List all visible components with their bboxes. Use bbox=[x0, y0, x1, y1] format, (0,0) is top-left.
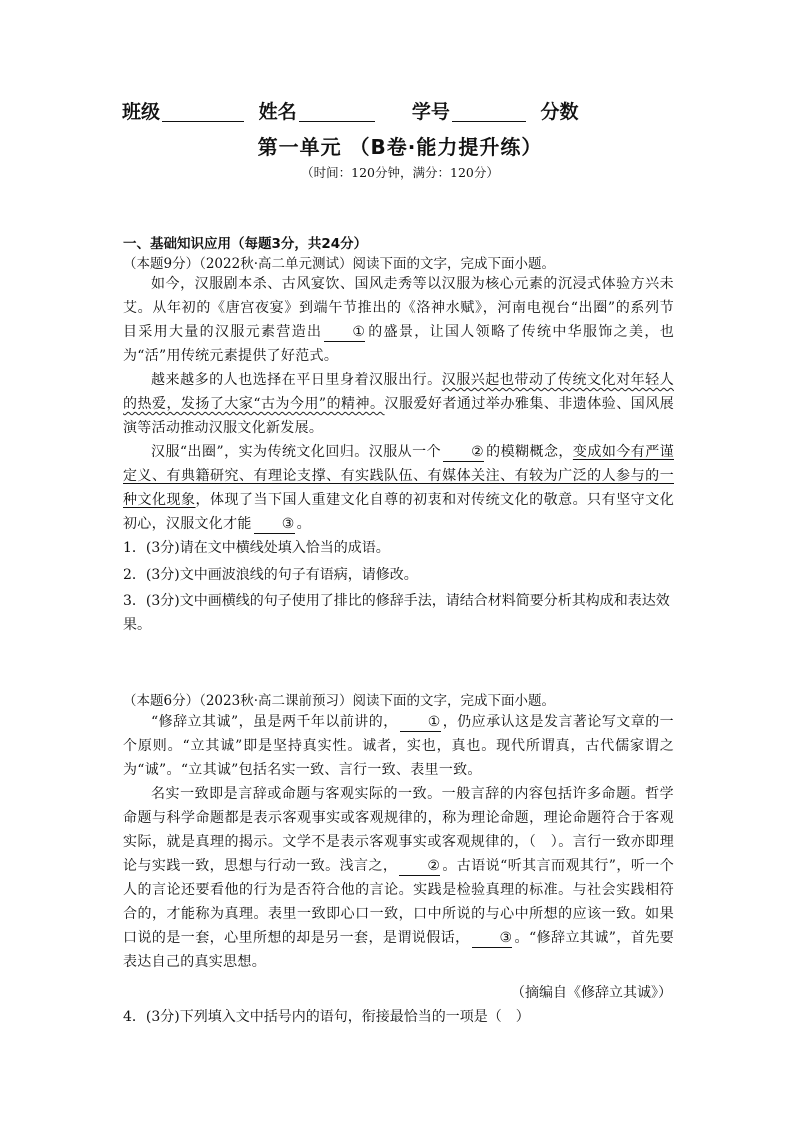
blank-p2-3[interactable]: ③ bbox=[472, 929, 513, 948]
wavy-sentence: 汉服兴起也带动了传统文化对年轻人的热爱，发扬了大家“古为今用”的精神。 bbox=[123, 372, 674, 412]
source-citation: （摘编自《修辞立其诚》） bbox=[511, 985, 672, 1001]
passage2-intro: （本题6分）（2023秋·高二课前预习）阅读下面的文字，完成下面小题。 bbox=[123, 693, 555, 709]
passage2-paragraph1: “修辞立其诚”，虽是两千年以前讲的， ① ，仍应承认这是发言著论写文章的一个原则。“立其诚”即是坚持真实性。诚者，实也，真也。现代所谓真，古代儒家谓之为“诚”。“立其诚”包括名实一致、言行一致、表里一致。 bbox=[123, 714, 674, 778]
question-2: 2．(3分)文中画波浪线的句子有语病，请修改。 bbox=[123, 567, 418, 583]
passage2-paragraph2: 名实一致即是言辞或命题与客观实际的一致。一般言辞的内容包括许多命题。哲学命题与科学命题都是表示客观事实或客观规律的，称为理论命题，理论命题符合于客观实际，就是真理的揭示。文学不是表示客观事实或客观规律的，（ ）。言行一致亦即理论与实践一致，思想与行动一致。浅言之， ② 。古语说“听其言而观其行”，听一个人的言论还要看他的行为是否符合他的言论。实践是检验真理的标准。与社会实践相符合的，才能称为真理。表里一致即心口一致，口中所说的与心中所想的应该一致。如果口说的是一套，心里所想的却是另一套，是谓说假话， ③ 。“修辞立其诚”，首先要表达自己的真实思想。 bbox=[123, 786, 675, 970]
name-blank[interactable] bbox=[299, 101, 375, 122]
blank-2[interactable]: ② bbox=[443, 443, 484, 462]
id-blank[interactable] bbox=[452, 101, 526, 122]
page-title: 第一单元 （B卷·能力提升练） bbox=[257, 135, 543, 159]
question-3: 3．(3分)文中画横线的句子使用了排比的修辞手法，请结合材料简要分析其构成和表达效果。 bbox=[123, 593, 670, 633]
student-info-line bbox=[122, 97, 682, 124]
score-label: 分数 bbox=[540, 101, 579, 123]
section-heading: 一、基础知识应用（每题3分，共24分） bbox=[123, 236, 368, 252]
passage1-intro: （本题9分）（2022秋·高二单元测试）阅读下面的文字，完成下面小题。 bbox=[123, 256, 555, 272]
id-label: 学号 bbox=[411, 101, 450, 123]
passage1 bbox=[123, 272, 674, 536]
name-label: 姓名 bbox=[258, 101, 297, 123]
passage1-paragraph1: 如今，汉服剧本杀、古风宴饮、国风走秀等以汉服为核心元素的沉浸式体验方兴未艾。从年初的《唐宫夜宴》到端午节推出的《洛神水赋》，河南电视台“出圈”的系列节目采用大量的汉服元素营造出 ① 的盛景，让国人领略了传统中华服饰之美，也为“活”用传统元素提供了好范式。 bbox=[123, 276, 674, 364]
blank-3[interactable]: ③ bbox=[254, 515, 295, 534]
class-label: 班级 bbox=[122, 101, 161, 123]
blank-1[interactable]: ① bbox=[324, 323, 365, 342]
underlined-sentence: 变成如今有严谨定义、有典籍研究、有理论支撑、有实践队伍、有媒体关注、有较为广泛的人参与的一种文化现象 bbox=[123, 444, 674, 508]
page-subtitle: （时间：120分钟，满分：120分） bbox=[301, 165, 499, 180]
question-4: 4．(3分)下列填入文中括号内的语句，衔接最恰当的一项是（ ） bbox=[123, 1009, 530, 1025]
passage1-paragraph3: 汉服“出圈”，实为传统文化回归。汉服从一个 ② 的模糊概念，变成如今有严谨定义、有典籍研究、有理论支撑、有实践队伍、有媒体关注、有较为广泛的人参与的一种文化现象，体现了当下国人重建文化自尊的初衷和对传统文化的敬意。只有坚守文化初心，汉服文化才能 ③ 。 bbox=[123, 444, 674, 532]
passage2 bbox=[123, 710, 674, 974]
passage1-paragraph2: 越来越多的人也选择在平日里身着汉服出行。汉服兴起也带动了传统文化对年轻人的热爱，发扬了大家“古为今用”的精神。汉服爱好者通过举办雅集、非遗体验、国风展演等活动推动汉服文化新发展。 bbox=[123, 372, 675, 436]
blank-p2-1[interactable]: ① bbox=[400, 713, 441, 732]
question-1: 1．(3分)请在文中横线处填入恰当的成语。 bbox=[123, 540, 390, 556]
blank-p2-2[interactable]: ② bbox=[399, 857, 440, 876]
class-blank[interactable] bbox=[162, 101, 244, 122]
